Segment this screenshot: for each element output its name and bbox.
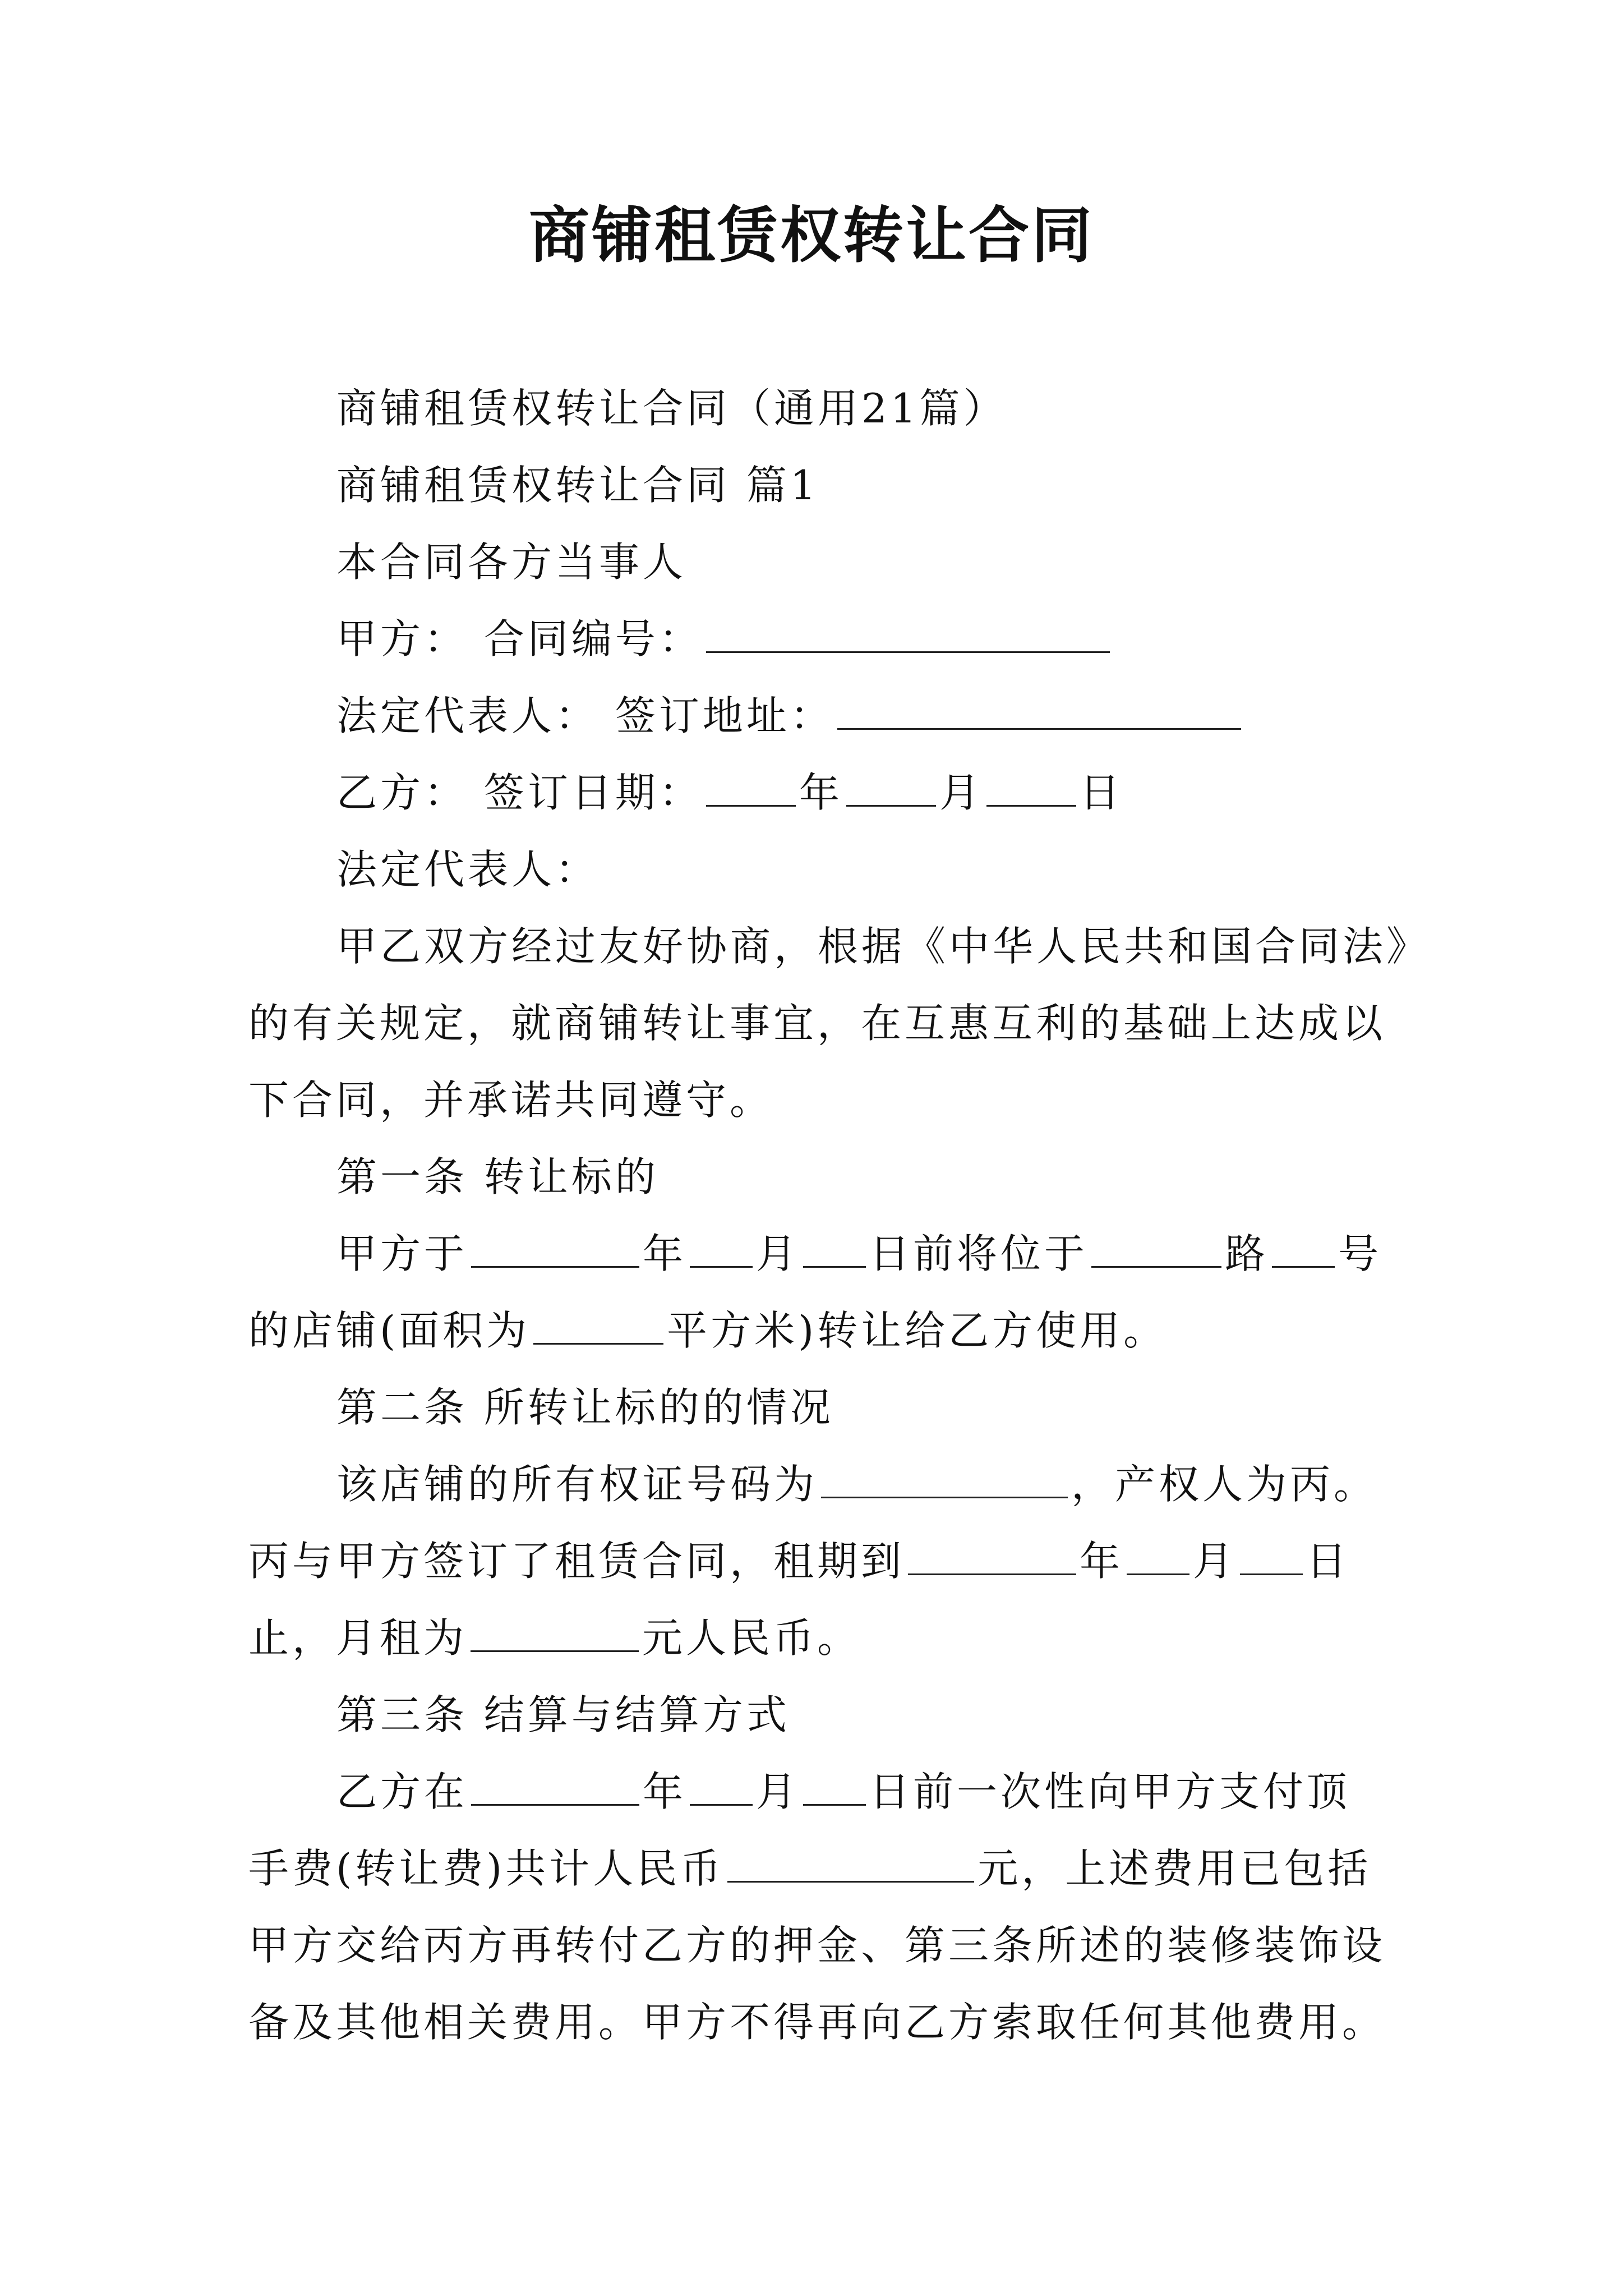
article3-line-4 [248, 1984, 1398, 2061]
article1-text-h: 平方米)转让给乙方使用。 [667, 1307, 1168, 1354]
article2-heading-text: 第二条 所转让标的的情况 [336, 1384, 834, 1431]
article2-rent-blank [471, 1611, 639, 1652]
preamble-text-3: 下合同，并承诺共同遵守。 [248, 1076, 774, 1124]
sign-day-blank [986, 766, 1076, 807]
party-a-label: 甲方： [336, 615, 468, 662]
article1-text-e: 路 [1225, 1230, 1269, 1277]
article3-text-d: 日前一次性向甲方支付顶 [869, 1768, 1351, 1815]
article2-text-g: 止，月租为 [248, 1614, 468, 1662]
article3-line-1 [248, 1754, 1398, 1830]
preamble-text-1: 甲乙双方经过友好协商，根据《中华人民共和国合同法》 [336, 923, 1431, 970]
article1-line-1 [248, 1216, 1398, 1292]
article1-text-g: 的店铺(面积为 [248, 1307, 531, 1354]
article1-road-blank [1091, 1227, 1221, 1268]
article2-text-e: 月 [1193, 1538, 1237, 1585]
party-a-rep-line [248, 678, 1398, 754]
article2-text-b: ，产权人为丙。 [1071, 1461, 1378, 1508]
party-b-line [248, 754, 1398, 831]
article3-text-h: 备及其他相关费用。甲方不得再向乙方索取任何其他费用。 [248, 1999, 1386, 2046]
party-a-rep-label: 法定代表人： [336, 692, 600, 739]
contract-no-label: 合同编号： [483, 615, 703, 662]
party-a-line [248, 601, 1398, 678]
article2-cert-blank [821, 1457, 1068, 1498]
party-b-label: 乙方： [336, 769, 468, 816]
article1-line-2 [248, 1292, 1398, 1369]
part-heading [248, 447, 1398, 524]
article3-line-2 [248, 1830, 1398, 1907]
article1-day-blank [803, 1227, 866, 1268]
article3-text-g: 甲方交给丙方再转付乙方的押金、第三条所述的装修装饰设 [248, 1922, 1386, 1969]
document-body [248, 370, 1431, 2061]
article1-area-blank [533, 1304, 663, 1345]
parties-heading-text: 本合同各方当事人 [336, 539, 687, 586]
preamble-line-2 [248, 985, 1398, 1062]
article3-text-e: 手费(转让费)共计人民币 [248, 1845, 725, 1892]
article3-year-blank [471, 1765, 639, 1806]
subtitle-text: 商铺租赁权转让合同（通用21篇） [336, 385, 1007, 432]
article3-day-blank [803, 1765, 866, 1806]
article3-text-c: 月 [756, 1768, 800, 1815]
article1-text-d: 日前将位于 [869, 1230, 1089, 1277]
sign-month-blank [846, 766, 936, 807]
article3-heading-text: 第三条 结算与结算方式 [336, 1691, 790, 1738]
article1-heading [248, 1139, 1398, 1216]
article2-text-d: 年 [1080, 1538, 1124, 1585]
sign-day-text: 日 [1079, 769, 1123, 816]
document-title: 商铺租赁权转让合同 [528, 200, 1094, 271]
article1-text-b: 年 [643, 1230, 687, 1277]
contract-no-blank [706, 612, 1110, 653]
party-b-rep-label: 法定代表人： [336, 846, 600, 893]
article2-line-3 [248, 1600, 1398, 1677]
article3-text-f: 元，上述费用已包括 [978, 1845, 1372, 1892]
article3-line-3 [248, 1907, 1398, 1984]
article2-line-1 [248, 1446, 1398, 1523]
article2-month-blank [1127, 1534, 1189, 1575]
preamble-text-2: 的有关规定，就商铺转让事宜，在互惠互利的基础上达成以 [248, 1000, 1386, 1047]
party-b-rep-line [248, 831, 1398, 908]
article2-text-c: 丙与甲方签订了租赁合同，租期到 [248, 1538, 905, 1585]
article3-fee-blank [727, 1842, 974, 1883]
sign-date-label: 签订日期： [483, 769, 703, 816]
article3-text-b: 年 [643, 1768, 687, 1815]
article3-text-a: 乙方在 [336, 1768, 468, 1815]
preamble-line-3 [248, 1062, 1398, 1139]
article2-heading [248, 1369, 1398, 1446]
sign-place-blank [837, 689, 1241, 730]
article3-heading [248, 1677, 1398, 1754]
article1-text-a: 甲方于 [336, 1230, 468, 1277]
article1-year-blank [471, 1227, 639, 1268]
article2-year-blank [908, 1534, 1076, 1575]
article2-text-a: 该店铺的所有权证号码为 [336, 1461, 818, 1508]
article2-text-h: 元人民币。 [642, 1614, 861, 1662]
sign-month-text: 月 [939, 769, 983, 816]
subtitle [248, 370, 1398, 447]
article3-month-blank [690, 1765, 753, 1806]
article2-line-2 [248, 1523, 1398, 1600]
sign-year-blank [706, 766, 796, 807]
article1-heading-text: 第一条 转让标的 [336, 1153, 659, 1200]
article1-number-blank [1272, 1227, 1335, 1268]
parties-heading [248, 524, 1398, 601]
article1-text-f: 号 [1338, 1230, 1382, 1277]
part-heading-text: 商铺租赁权转让合同 篇1 [336, 462, 819, 509]
article2-text-f: 日 [1306, 1538, 1350, 1585]
sign-year-text: 年 [799, 769, 843, 816]
sign-place-label: 签订地址： [615, 692, 834, 739]
preamble-line-1 [248, 908, 1431, 985]
article1-text-c: 月 [756, 1230, 800, 1277]
article1-month-blank [690, 1227, 753, 1268]
article2-day-blank [1240, 1534, 1303, 1575]
